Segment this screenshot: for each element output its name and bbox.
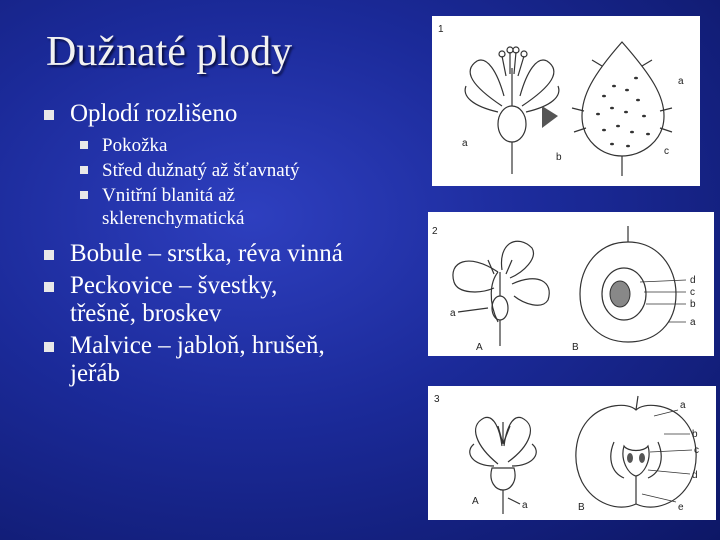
bullet-text: Malvice – jabloň, hrušeň, jeřáb [70,332,325,387]
figure-label: d [690,275,696,286]
arrow-icon [542,106,558,128]
figure-label: c [690,287,695,298]
figure-label: a [690,317,696,328]
figure-number: 3 [434,394,440,405]
bullet-item [44,100,344,128]
drupe-figure [428,212,714,356]
pome-seed [639,453,645,463]
bullet-list [44,100,344,392]
bullet-square-icon [80,141,88,149]
figure-label: a [462,138,468,149]
bullet-item [44,332,344,388]
figure-label: b [690,299,696,310]
figure-label: B [572,342,579,353]
pome-figure [428,386,716,520]
figure-label: A [476,342,483,353]
sub-bullet-list [80,134,344,230]
slide-title: Dužnaté plody [46,29,293,75]
figure-label: a [680,400,686,411]
bullet-square-icon [44,342,54,352]
sub-bullet-item [80,159,344,182]
bullet-square-icon [44,110,54,120]
sub-bullet-item [80,184,344,230]
sub-bullet-item [80,134,344,157]
figure-label: a [450,308,456,319]
pome-illustration [428,386,716,520]
berry-figure [432,16,700,186]
figure-label: b [692,429,698,440]
bullet-square-icon [44,282,54,292]
berry-illustration [432,16,700,186]
figure-label: a [678,76,684,87]
drupe-illustration [428,212,714,356]
figure-label: A [472,496,479,507]
bullet-text: Peckovice – švestky, třešně, broskev [70,272,278,327]
sub-bullet-text: Pokožka [102,135,168,156]
bullet-item [44,272,344,328]
figure-label: B [578,502,585,513]
bullet-square-icon [80,166,88,174]
figure-label: d [692,470,698,481]
sub-bullet-text: Vnitřní blanitá až sklerenchymatická [102,185,245,229]
figure-label: e [678,502,684,513]
bullet-square-icon [44,250,54,260]
bullet-item [44,240,344,268]
bullet-square-icon [80,191,88,199]
bullet-text: Oplodí rozlišeno [70,100,238,127]
sub-bullet-text: Střed dužnatý až šťavnatý [102,160,300,181]
figure-label: c [694,445,699,456]
drupe-stone [610,281,630,307]
pome-seed [627,453,633,463]
figure-number: 2 [432,226,438,237]
figure-label: b [556,152,562,163]
figure-number: 1 [438,24,444,35]
figure-label: a [522,500,528,511]
figure-label: c [664,146,669,157]
bullet-text: Bobule – srstka, réva vinná [70,240,343,267]
